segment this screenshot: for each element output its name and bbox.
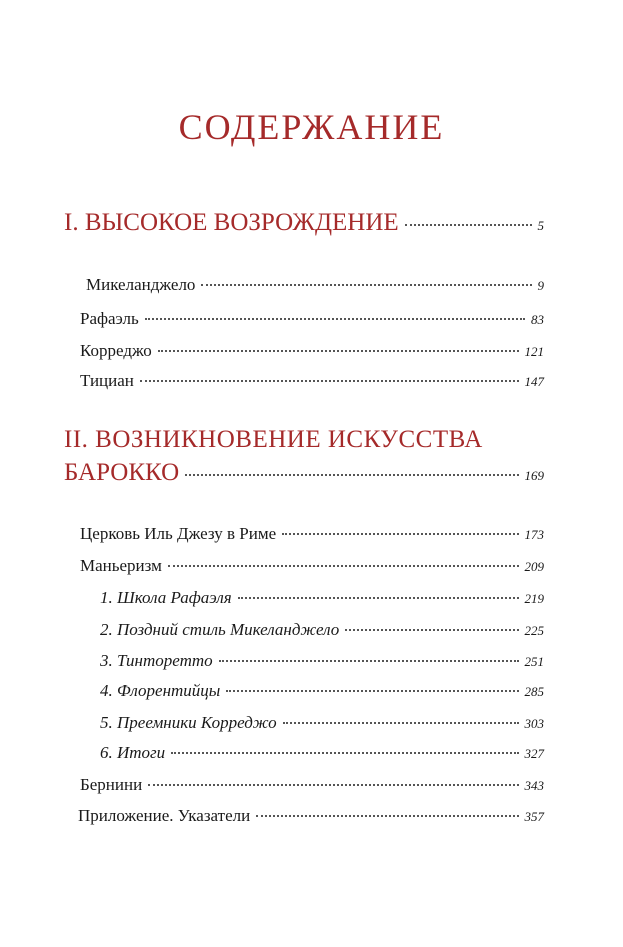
page-number: 169 bbox=[524, 468, 544, 483]
page-number: 251 bbox=[524, 654, 544, 669]
toc-entry[interactable] bbox=[80, 309, 544, 329]
entry-label: Микеланджело bbox=[86, 275, 196, 294]
entry-label: Маньеризм bbox=[80, 556, 162, 575]
toc-entry[interactable] bbox=[80, 524, 544, 544]
dot-leader bbox=[201, 284, 531, 286]
dot-leader bbox=[283, 722, 519, 724]
page-number: 147 bbox=[524, 374, 544, 389]
page-number: 173 bbox=[524, 527, 544, 542]
page-number: 5 bbox=[537, 218, 544, 233]
section-heading: II. ВОЗНИКНОВЕНИЕ ИСКУССТВА bbox=[64, 426, 483, 453]
page-number: 343 bbox=[524, 778, 544, 793]
dot-leader bbox=[256, 815, 518, 817]
dot-leader bbox=[185, 474, 518, 476]
dot-leader bbox=[168, 565, 519, 567]
toc-subentry[interactable] bbox=[100, 743, 544, 763]
dot-leader bbox=[405, 224, 532, 226]
dot-leader bbox=[226, 690, 518, 692]
entry-label: 1. Школа Рафаэля bbox=[100, 588, 232, 607]
toc-entry[interactable] bbox=[80, 556, 544, 576]
page-number: 121 bbox=[524, 344, 544, 359]
entry-label: Тициан bbox=[80, 371, 134, 390]
entry-label: 4. Флорентийцы bbox=[100, 681, 221, 700]
toc-subentry[interactable] bbox=[100, 620, 544, 640]
toc-subentry[interactable] bbox=[100, 713, 544, 733]
dot-leader bbox=[171, 752, 518, 754]
page-number: 219 bbox=[524, 591, 544, 606]
page-number: 357 bbox=[524, 809, 544, 824]
section-heading-row[interactable] bbox=[64, 209, 544, 237]
page-number: 327 bbox=[524, 746, 544, 761]
entry-label: Бернини bbox=[80, 775, 143, 794]
section-heading-row[interactable] bbox=[64, 459, 544, 487]
dot-leader bbox=[158, 350, 519, 352]
toc-entry[interactable] bbox=[86, 275, 544, 295]
entry-label: Приложение. Указатели bbox=[78, 806, 251, 825]
dot-leader bbox=[140, 380, 519, 382]
dot-leader bbox=[145, 318, 525, 320]
entry-label: 3. Тинторетто bbox=[100, 651, 213, 670]
dot-leader bbox=[148, 784, 518, 786]
toc-subentry[interactable] bbox=[100, 681, 544, 701]
entry-label: Рафаэль bbox=[80, 309, 139, 328]
section-heading: I. ВЫСОКОЕ ВОЗРОЖДЕНИЕ bbox=[64, 209, 399, 236]
toc-entry[interactable] bbox=[80, 775, 544, 795]
entry-label: 6. Итоги bbox=[100, 743, 166, 762]
page-title: СОДЕРЖАНИЕ bbox=[178, 107, 445, 147]
page-number: 225 bbox=[524, 623, 544, 638]
entry-label: 2. Поздний стиль Микеланджело bbox=[100, 620, 340, 639]
entry-label: Церковь Иль Джезу в Риме bbox=[80, 524, 277, 543]
page-number: 83 bbox=[531, 312, 544, 327]
dot-leader bbox=[219, 660, 519, 662]
toc-subentry[interactable] bbox=[100, 651, 544, 671]
dot-leader bbox=[282, 533, 518, 535]
dot-leader bbox=[238, 597, 519, 599]
entry-label: 5. Преемники Корреджо bbox=[100, 713, 277, 732]
toc-entry[interactable] bbox=[80, 371, 544, 391]
entry-label: Корреджо bbox=[80, 341, 152, 360]
section-heading-line2: БАРОККО bbox=[64, 459, 180, 486]
page-number: 303 bbox=[524, 716, 544, 731]
toc-subentry[interactable] bbox=[100, 588, 544, 608]
toc-entry[interactable] bbox=[80, 341, 544, 361]
page-number: 9 bbox=[537, 278, 544, 293]
page-number: 285 bbox=[524, 684, 544, 699]
toc-entry[interactable] bbox=[78, 806, 544, 826]
page-number: 209 bbox=[524, 559, 544, 574]
dot-leader bbox=[345, 629, 518, 631]
